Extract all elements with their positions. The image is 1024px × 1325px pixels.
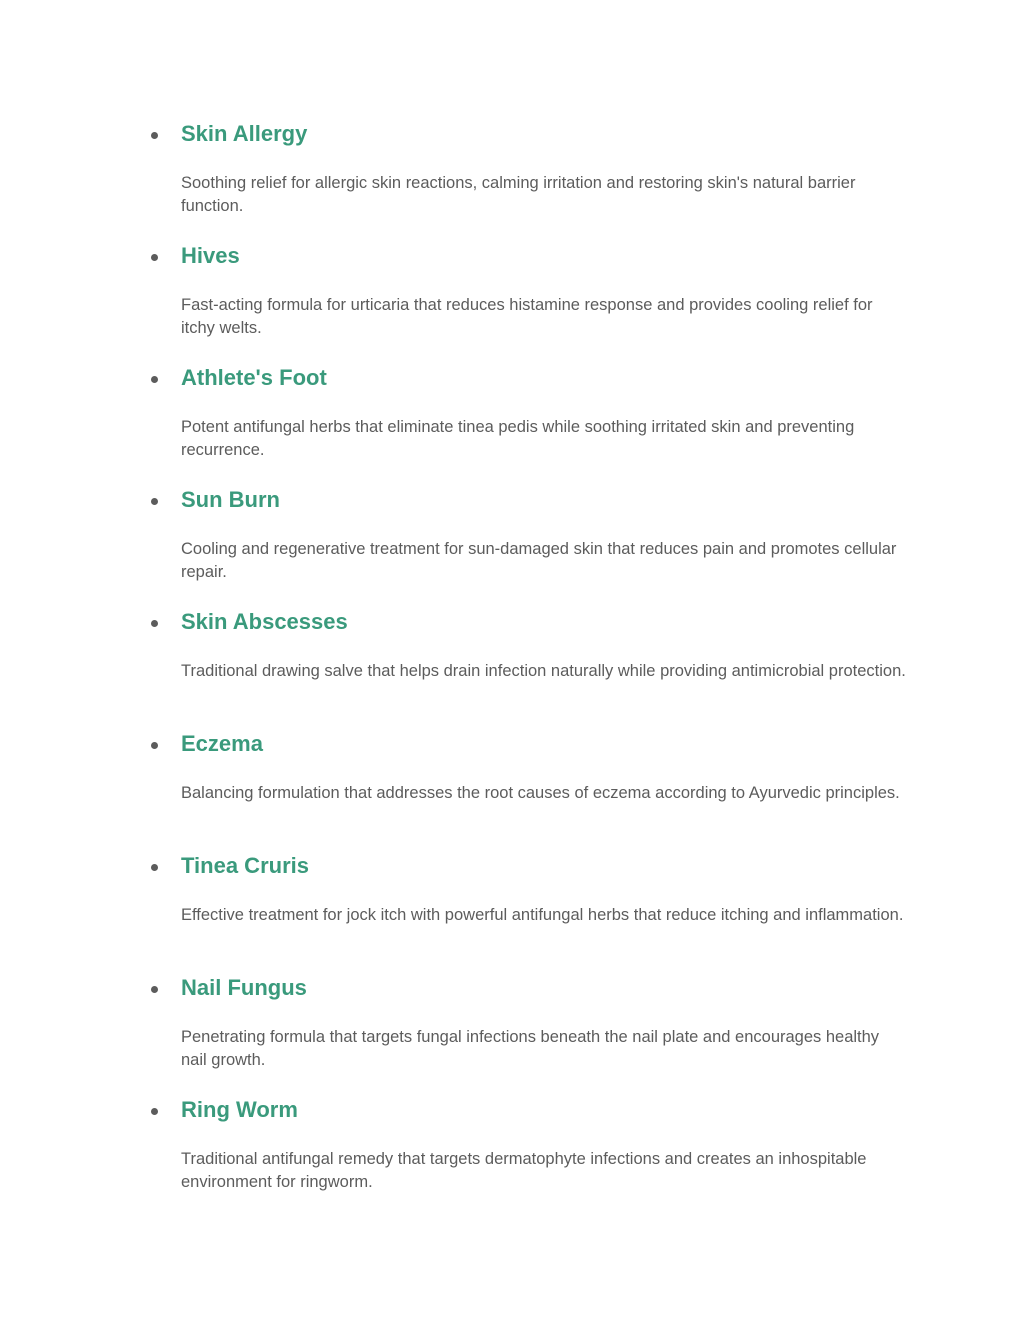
condition-title: Skin Allergy <box>181 121 308 146</box>
bullet-icon <box>151 620 158 627</box>
bullet-icon <box>151 1108 158 1115</box>
list-item <box>0 118 1024 240</box>
condition-description: Potent antifungal herbs that eliminate tinea pedis while soothing irritated skin and preventing recurrence. <box>181 418 855 459</box>
condition-title: Tinea Cruris <box>181 853 309 878</box>
condition-description: Cooling and regenerative treatment for sun-damaged skin that reduces pain and promotes cellular repair. <box>181 540 897 581</box>
condition-description: Effective treatment for jock itch with powerful antifungal herbs that reduce itching and inflammation. <box>181 906 904 924</box>
bullet-icon <box>151 864 158 871</box>
condition-title: Skin Abscesses <box>181 609 348 634</box>
bullet-icon <box>151 376 158 383</box>
list-item <box>0 1094 1024 1216</box>
list-item <box>0 850 1024 972</box>
condition-description: Traditional drawing salve that helps drain infection naturally while providing antimicrobial protection. <box>181 662 906 680</box>
condition-title: Ring Worm <box>181 1097 298 1122</box>
bullet-icon <box>151 986 158 993</box>
conditions-list <box>0 118 1024 1216</box>
condition-description: Balancing formulation that addresses the root causes of eczema according to Ayurvedic principles. <box>181 784 900 802</box>
bullet-icon <box>151 132 158 139</box>
bullet-icon <box>151 742 158 749</box>
bullet-icon <box>151 498 158 505</box>
condition-description: Fast-acting formula for urticaria that reduces histamine response and provides cooling relief for itchy welts. <box>181 296 873 337</box>
list-item <box>0 362 1024 484</box>
list-item <box>0 606 1024 728</box>
list-item <box>0 728 1024 850</box>
condition-title: Eczema <box>181 731 263 756</box>
condition-description: Penetrating formula that targets fungal infections beneath the nail plate and encourages healthy nail growth. <box>181 1028 880 1069</box>
bullet-icon <box>151 254 158 261</box>
list-item <box>0 972 1024 1094</box>
condition-title: Sun Burn <box>181 487 280 512</box>
condition-description: Traditional antifungal remedy that targets dermatophyte infections and creates an inhospitable environment for ringworm. <box>181 1150 867 1191</box>
condition-description: Soothing relief for allergic skin reactions, calming irritation and restoring skin's natural barrier function. <box>181 174 856 215</box>
condition-title: Athlete's Foot <box>181 365 327 390</box>
list-item <box>0 240 1024 362</box>
list-item <box>0 484 1024 606</box>
condition-title: Hives <box>181 243 240 268</box>
condition-title: Nail Fungus <box>181 975 307 1000</box>
